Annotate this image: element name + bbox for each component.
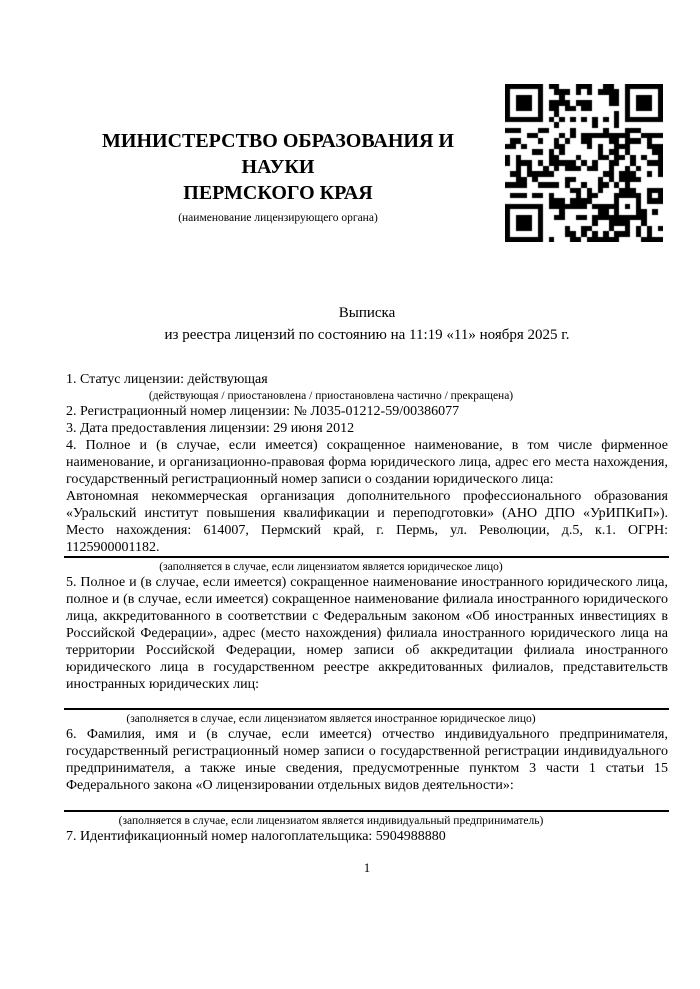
- document-subtitle: из реестра лицензий по состоянию на 11:19 «11» ноября 2025 г.: [164, 327, 570, 343]
- item-5-foreign-entity-label: 5. Полное и (в случае, если имеется) сокращенное наименование иностранного юридического лица, полное и (в случае, если имеется) сокращенное наименование филиала иностранного юридического лица, аккредитованного в соответствии с Федеральным законом «Об иностранных инвестициях в Российской Федерации», адрес (место нахождения) филиала иностранного юридического лица на территории Российской Федерации, номер записи об аккредитации филиала иностранного юридического лица в государственном реестре аккредитованных филиалов, представительств иностранных юридических лиц:: [66, 575, 668, 692]
- item-4-field-rule: [64, 556, 669, 558]
- ministry-name-line1: МИНИСТЕРСТВО ОБРАЗОВАНИЯ И НАУКИ: [102, 130, 454, 178]
- licensing-authority-caption: (наименование лицензирующего органа): [178, 212, 378, 224]
- licensing-authority-header: [66, 128, 490, 225]
- item-4-caption: (заполняется в случае, если лицензиатом является юридическое лицо): [159, 561, 503, 573]
- item-5-field-rule: [64, 708, 669, 710]
- qr-code-icon: [505, 84, 663, 242]
- item-3-grant-date: 3. Дата предоставления лицензии: 29 июня 2012: [66, 421, 355, 436]
- document-title: Выписка: [338, 305, 396, 321]
- page-number: 1: [363, 860, 371, 875]
- item-6-entrepreneur-label: 6. Фамилия, имя и (в случае, если имеется) отчество индивидуального предпринимателя, государственный регистрационный номер записи о государственной регистрации индивидуального предпринимателя, а также иные сведения, предусмотренные пунктом 3 части 1 статьи 15 Федерального закона «О лицензировании отдельных видов деятельности»:: [66, 727, 668, 793]
- item-1-license-status: 1. Статус лицензии: действующая: [66, 372, 268, 387]
- document-body: [66, 371, 668, 876]
- document-title-block: [66, 302, 668, 346]
- item-7-taxpayer-id: 7. Идентификационный номер налогоплательщика: 5904988880: [66, 829, 446, 844]
- item-6-field-rule: [64, 810, 669, 812]
- item-6-caption: (заполняется в случае, если лицензиатом является индивидуальный предприниматель): [118, 815, 544, 827]
- item-4-legal-entity-label: 4. Полное и (в случае, если имеется) сокращенное наименование, в том числе фирменное наименование, и организационно-правовая форма юридического лица, адрес его места нахождения, государственный регистрационный номер записи о создании юридического лица:: [66, 438, 668, 487]
- item-5-caption: (заполняется в случае, если лицензиатом является иностранное юридическое лицо): [126, 713, 536, 725]
- item-4-legal-entity-value: Автономная некоммерческая организация дополнительного профессионального образования «Уральский институт повышения квалификации и переподготовки» (АНО ДПО «УрИПКиП»). Место нахождения: 614007, Пермский край, г. Пермь, ул. Революции, д.5, к.1. ОГРН: 1125900001182.: [66, 489, 668, 555]
- item-2-registration-number: 2. Регистрационный номер лицензии: № Л035-01212-59/00386077: [66, 404, 460, 419]
- ministry-name-line2: ПЕРМСКОГО КРАЯ: [183, 182, 373, 204]
- item-1-status-options-caption: (действующая / приостановлена / приостановлена частично / прекращена): [148, 390, 514, 402]
